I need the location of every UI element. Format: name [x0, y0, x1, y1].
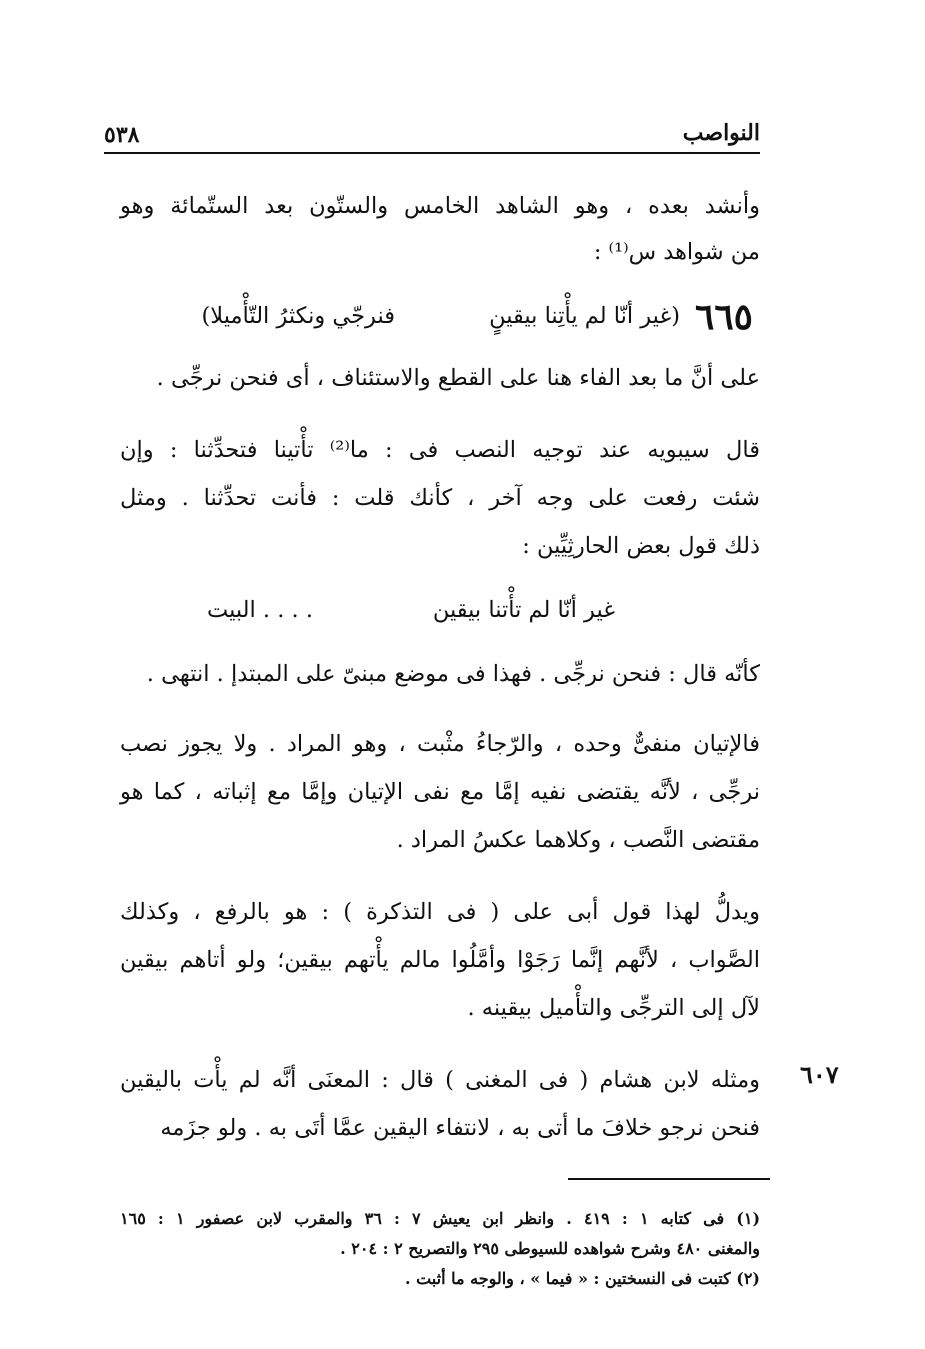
text-line: من شواهد س⁽¹⁾ : [593, 239, 760, 265]
text-line: ويدلُّ لهذا قول أبى على ( فى التذكرة ) : هو بالرفع ، وكذلك [120, 899, 760, 925]
text-line: قال سيبويه عند توجيه النصب فى : ما⁽²⁾ تأْتينا فتحدِّثنا : وإن [120, 437, 760, 463]
text-line: فنحن نرجو خلافَ ما أتى به ، لانتفاء اليقين عمَّا أتَى به . ولو جزَمه [160, 1115, 760, 1141]
page-header [104, 116, 760, 154]
text-line: نرجِّى ، لأنَّه يقتضى نفيه إمَّا مع نفى الإتيان وإمَّا مع إثباته ، كما هو [120, 779, 760, 805]
text-line: مقتضى النَّصب ، وكلاهما عكسُ المراد . [396, 827, 760, 853]
verse-second-hemistich: . . . . البيت [207, 597, 313, 623]
footnote-line: والمغنى ٤٨٠ وشرح شواهده للسيوطى ٢٩٥ والتصريح ٢ : ٢٠٤ . [340, 1239, 760, 1258]
footnote-divider [568, 1178, 770, 1180]
page-number: ٥٣٨ [104, 122, 140, 148]
text-line: لآل إلى الترجِّى والتأْميل بيقينه . [467, 995, 760, 1021]
text-line: فالإتيان منفىٌّ وحده ، والرّجاءُ مثْبت ، وهو المراد . ولا يجوز نصب [120, 731, 760, 757]
verse-number: ٦٦٥ [694, 296, 753, 338]
text-line: ذلك قول بعض الحارثِيِّين : [522, 533, 760, 559]
text-line: على أنَّ ما بعد الفاء هنا على القطع والاستئناف ، أى فنحن نرجِّى . [156, 365, 760, 391]
text-line: ومثله لابن هشام ( فى المغنى ) قال : المعنَى أنَّه لم يأْت باليقين [120, 1067, 760, 1093]
footnote-line: (١) فى كتابه ١ : ٤١٩ . وانظر ابن يعيش ٧ : ٣٦ والمقرب لابن عصفور ١ : ١٦٥ [120, 1209, 761, 1228]
verse-second-hemistich: فنرجّي ونكثرُ التّأْميلا) [201, 303, 395, 329]
text-line: الصَّواب ، لأنَّهم إنَّما رَجَوْا وأمَّلُوا مالم يأْتهم بيقين؛ ولو أتاهم بيقين [120, 947, 760, 973]
footnote-line: (٢) كتبت فى النسختين : « فيما » ، والوجه ما أثبت . [404, 1269, 760, 1288]
text-line: وأنشد بعده ، وهو الشاهد الخامس والستّون بعد الستّمائة وهو [120, 193, 760, 219]
margin-number: ٦٠٧ [800, 1060, 839, 1089]
verse-first-hemistich: غير أنّا لم تأْتنا بيقين [432, 597, 615, 623]
text-line: كأنّه قال : فنحن نرجِّى . فهذا فى موضع مبنىّ على المبتدإ . انتهى . [146, 661, 760, 687]
verse-first-hemistich: (غير أنّا لم يأْتِنا بيقينٍ [489, 303, 680, 329]
running-title: النواصب [682, 120, 760, 146]
text-line: شئت رفعت على وجه آخر ، كأنك قلت : فأنت تحدِّثنا . ومثل [120, 485, 760, 511]
